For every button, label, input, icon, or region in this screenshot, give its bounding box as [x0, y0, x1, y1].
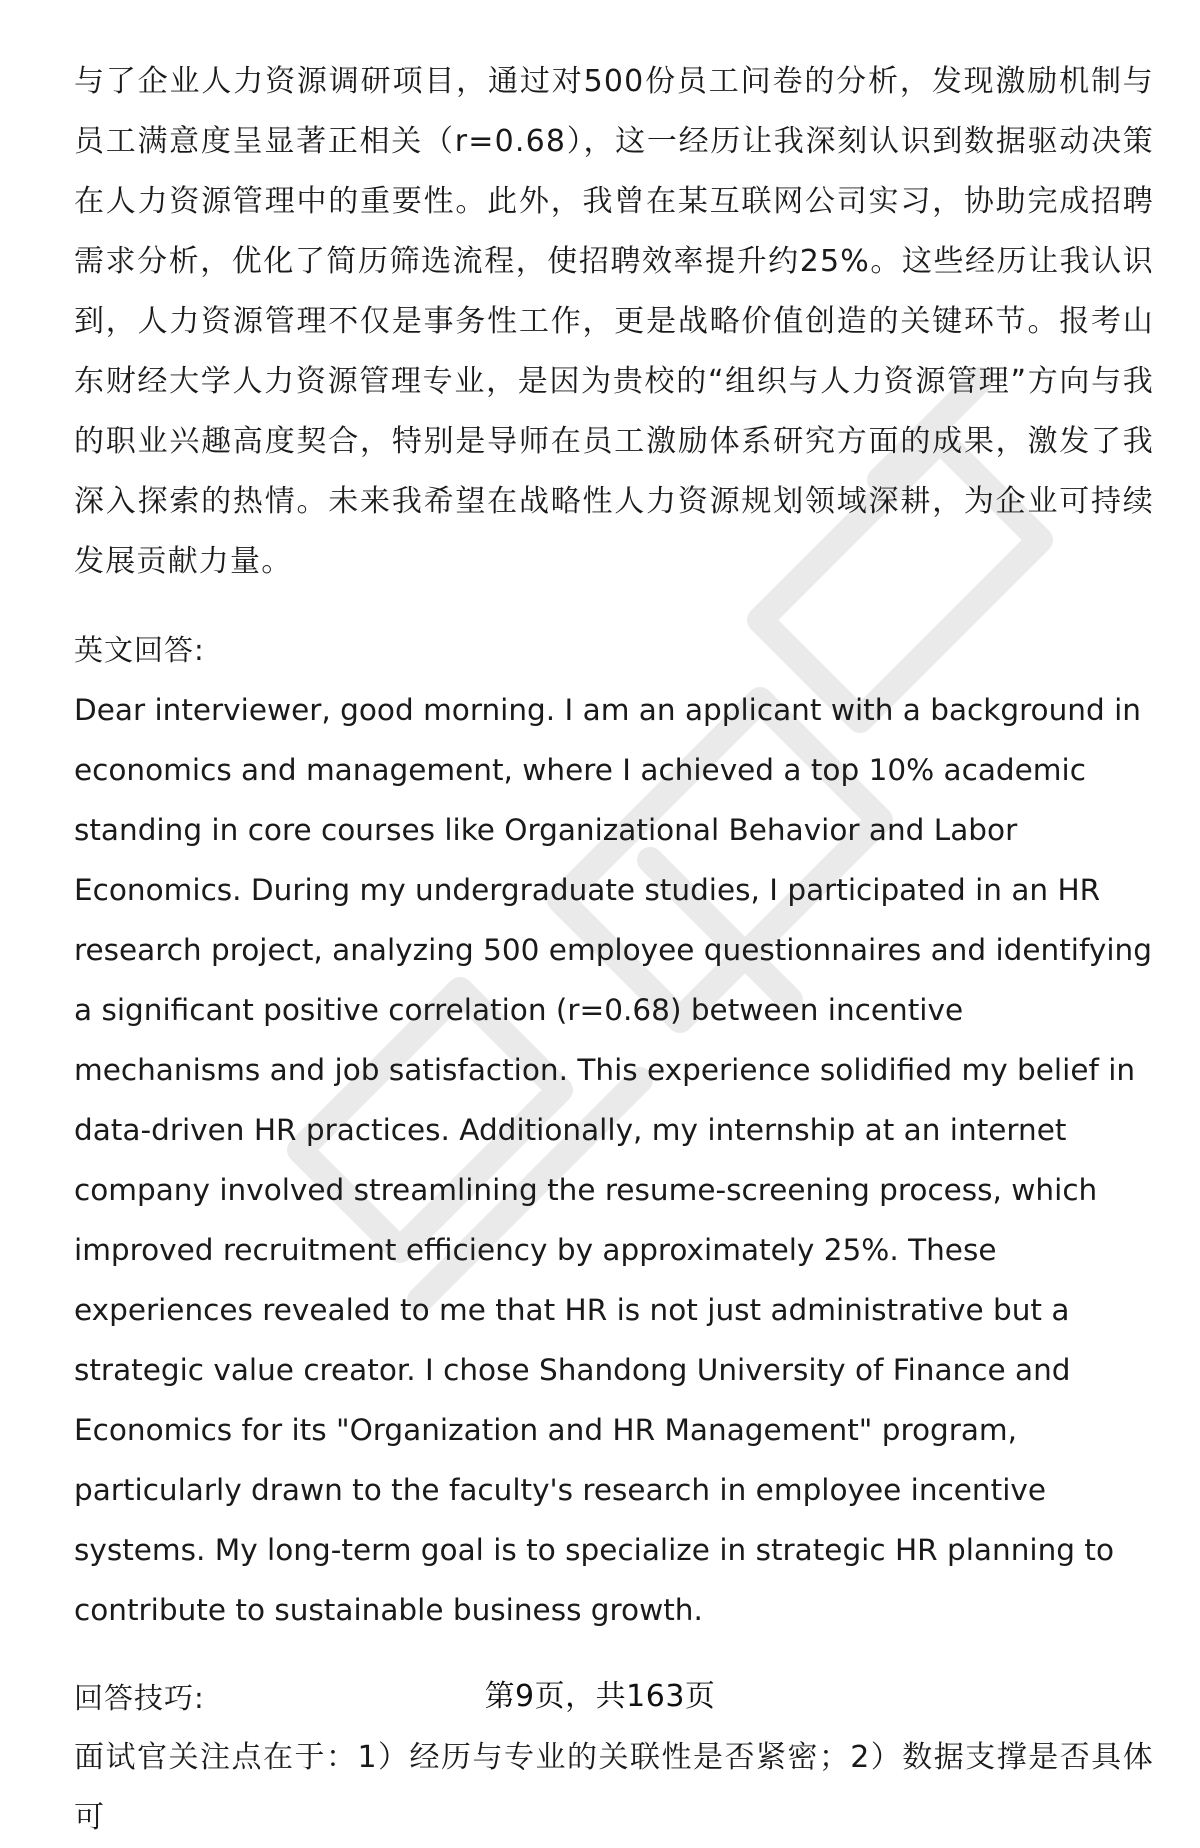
chinese-answer-paragraph: 与了企业人力资源调研项目，通过对500份员工问卷的分析，发现激励机制与员工满意度呈显著正相关（r=0.68），这一经历让我深刻认识到数据驱动决策在人力资源管理中的重要性。此外，我曾在某互联网公司实习，协助完成招聘需求分析，优化了简历筛选流程，使招聘效率提升约25%。这些经历让我认识到，人力资源管理不仅是事务性工作，更是战略价值创造的关键环节。报考山东财经大学人力资源管理专业，是因为贵校的“组织与人力资源管理”方向与我的职业兴趣高度契合，特别是导师在员工激励体系研究方面的成果，激发了我深入探索的热情。未来我希望在战略性人力资源规划领域深耕，为企业可持续发展贡献力量。 [74, 64, 1154, 579]
answer-tips-heading: 回答技巧: [74, 1681, 205, 1715]
page-number-footer: 第9页，共163页 [484, 1679, 716, 1714]
answer-tips-text: 面试官关注点在于：1）经历与专业的关联性是否紧密；2）数据支撑是否具体可 [74, 1740, 1154, 1835]
english-answer-heading: 英文回答: [74, 633, 205, 667]
english-answer-paragraph: Dear interviewer, good morning. I am an applicant with a background in economics and management, where I achieved a top 10% academic standing in core courses like Organizational Behavior and Labor Economics. During my undergraduate studies, I participated in an HR research project, analyzing 500 employee questionnaires and identifying a significant positive correlation (r=0.68) between incentive mechanisms and job satisfaction. This experience solidified my belief in data-driven HR practices. Additionally, my internship at an internet company involved streamlining the resume-screening process, which improved recruitment efficiency by approximately 25%. These experiences revealed to me that HR is not just administrative but a strategic value creator. I chose Shandong University of Finance and Economics for its "Organization and HR Management" program, particularly drawn to the faculty's research in employee incentive systems. My long-term goal is to specialize in strategic HR planning to contribute to sustainable business growth. [74, 693, 1152, 1627]
document-body [74, 52, 1154, 1848]
